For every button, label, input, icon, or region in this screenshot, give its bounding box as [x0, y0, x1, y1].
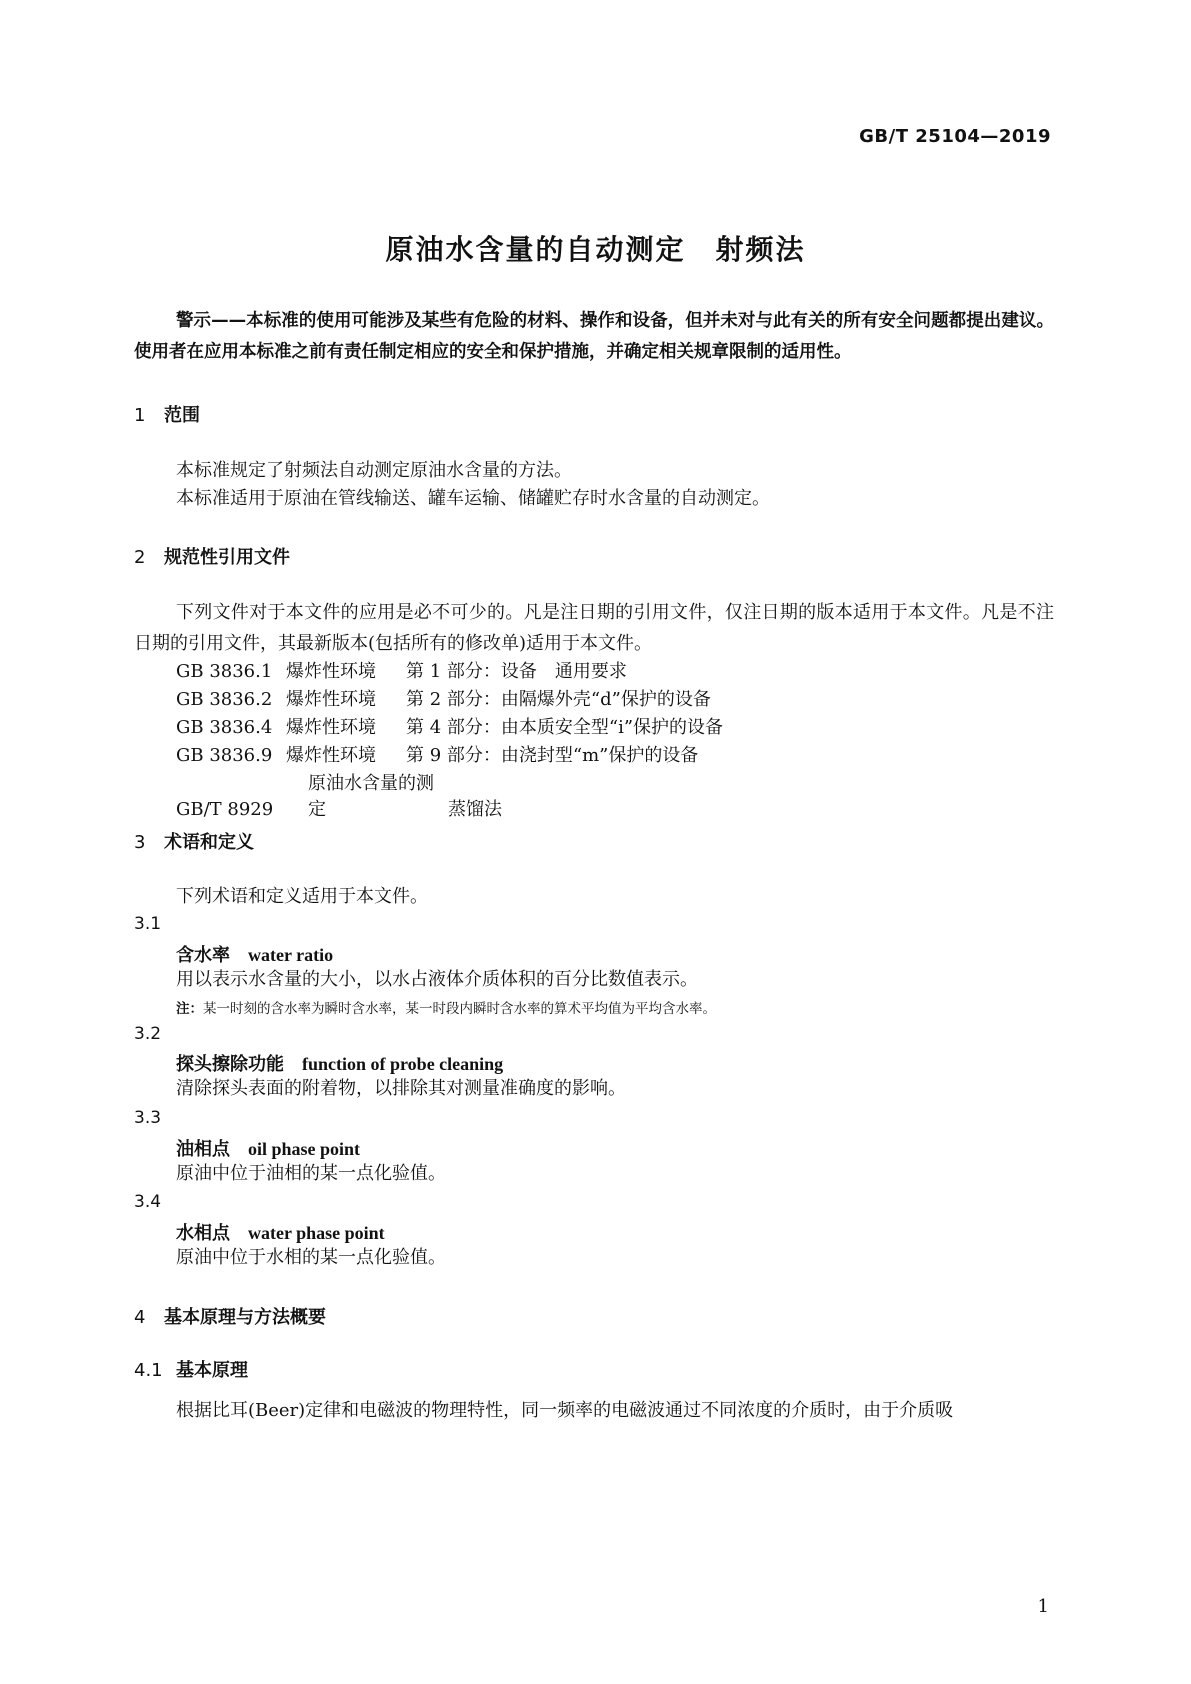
- reference-code: GB 3836.1: [176, 661, 273, 682]
- term-definition: 清除探头表面的附着物，以排除其对测量准确度的影响。: [176, 1078, 626, 1099]
- section-title: 术语和定义: [164, 832, 254, 853]
- reference-row: [176, 713, 723, 739]
- page-number: 1: [1037, 1596, 1049, 1617]
- term-chinese: 含水率: [176, 945, 230, 966]
- section-title: 基本原理: [176, 1360, 248, 1381]
- reference-code: GB 3836.2: [176, 689, 273, 710]
- section-1-heading: [134, 401, 200, 427]
- reference-code: GB 3836.9: [176, 745, 273, 766]
- term-english: oil phase point: [248, 1139, 361, 1159]
- note-text: 某一时刻的含水率为瞬时含水率，某一时段内瞬时含水率的算术平均值为平均含水率。: [203, 1001, 716, 1017]
- section-1-paragraph-2: 本标准适用于原油在管线输送、罐车运输、储罐贮存时水含量的自动测定。: [176, 488, 770, 509]
- section-3-heading: [134, 828, 254, 854]
- reference-name: 原油水含量的测定: [308, 773, 434, 820]
- term-definition: 原油中位于油相的某一点化验值。: [176, 1163, 446, 1184]
- term-chinese: 油相点: [176, 1139, 230, 1160]
- term-heading: [176, 1219, 385, 1245]
- term-english: water ratio: [248, 945, 334, 965]
- section-number: 4.1: [134, 1360, 163, 1381]
- reference-code: GB 3836.4: [176, 717, 273, 738]
- section-title: 范围: [164, 405, 200, 426]
- section-2-heading: [134, 543, 290, 569]
- section-title: 规范性引用文件: [164, 547, 290, 568]
- term-heading: [176, 941, 333, 967]
- term-definition: 用以表示水含量的大小，以水占液体介质体积的百分比数值表示。: [176, 969, 698, 990]
- reference-name: 爆炸性环境: [286, 689, 376, 710]
- term-heading: [176, 1050, 503, 1076]
- term-english: water phase point: [248, 1223, 385, 1243]
- section-3-intro: 下列术语和定义适用于本文件。: [176, 886, 428, 907]
- section-4-1-heading: [134, 1356, 248, 1382]
- reference-part: 蒸馏法: [448, 799, 502, 820]
- term-note: [176, 997, 716, 1017]
- document-title: 原油水含量的自动测定 射频法: [385, 233, 806, 266]
- reference-row: [176, 657, 627, 683]
- term-english: function of probe cleaning: [302, 1054, 504, 1074]
- reference-part: 第 4 部分：由本质安全型“i”保护的设备: [406, 717, 724, 738]
- standard-code: GB/T 25104—2019: [859, 126, 1051, 147]
- reference-name: 爆炸性环境: [286, 717, 376, 738]
- section-number: 4: [134, 1307, 146, 1328]
- reference-row: [176, 741, 698, 767]
- section-4-1-paragraph: 根据比耳(Beer)定律和电磁波的物理特性，同一频率的电磁波通过不同浓度的介质时，由于介质吸: [176, 1400, 954, 1421]
- section-4-heading: [134, 1303, 326, 1329]
- reference-name: 爆炸性环境: [286, 745, 376, 766]
- section-number: 3: [134, 832, 146, 853]
- section-1-paragraph-1: 本标准规定了射频法自动测定原油水含量的方法。: [176, 460, 572, 481]
- note-label: 注：: [176, 1001, 203, 1017]
- section-2-intro: 下列文件对于本文件的应用是必不可少的。凡是注日期的引用文件，仅注日期的版本适用于本文件。凡是不注日期的引用文件，其最新版本(包括所有的修改单)适用于本文件。: [134, 602, 1054, 654]
- term-heading: [176, 1135, 360, 1161]
- reference-row: [176, 685, 711, 711]
- term-chinese: 水相点: [176, 1223, 230, 1244]
- reference-code: GB/T 8929: [176, 799, 274, 820]
- term-number: 3.1: [134, 914, 162, 934]
- section-number: 1: [134, 405, 146, 426]
- term-number: 3.4: [134, 1192, 162, 1212]
- term-number: 3.2: [134, 1024, 162, 1044]
- reference-part: 第 2 部分：由隔爆外壳“d”保护的设备: [406, 689, 711, 710]
- section-number: 2: [134, 547, 146, 568]
- term-definition: 原油中位于水相的某一点化验值。: [176, 1247, 446, 1268]
- term-number: 3.3: [134, 1108, 162, 1128]
- section-title: 基本原理与方法概要: [164, 1307, 326, 1328]
- reference-part: 第 9 部分：由浇封型“m”保护的设备: [406, 745, 699, 766]
- reference-row: [176, 769, 502, 821]
- reference-part: 第 1 部分：设备 通用要求: [406, 661, 627, 682]
- term-chinese: 探头擦除功能: [176, 1054, 284, 1075]
- warning-paragraph: 警示——本标准的使用可能涉及某些有危险的材料、操作和设备，但并未对与此有关的所有安全问题都提出建议。使用者在应用本标准之前有责任制定相应的安全和保护措施，并确定相关规章限制的适用性。: [134, 311, 1054, 362]
- reference-name: 爆炸性环境: [286, 661, 376, 682]
